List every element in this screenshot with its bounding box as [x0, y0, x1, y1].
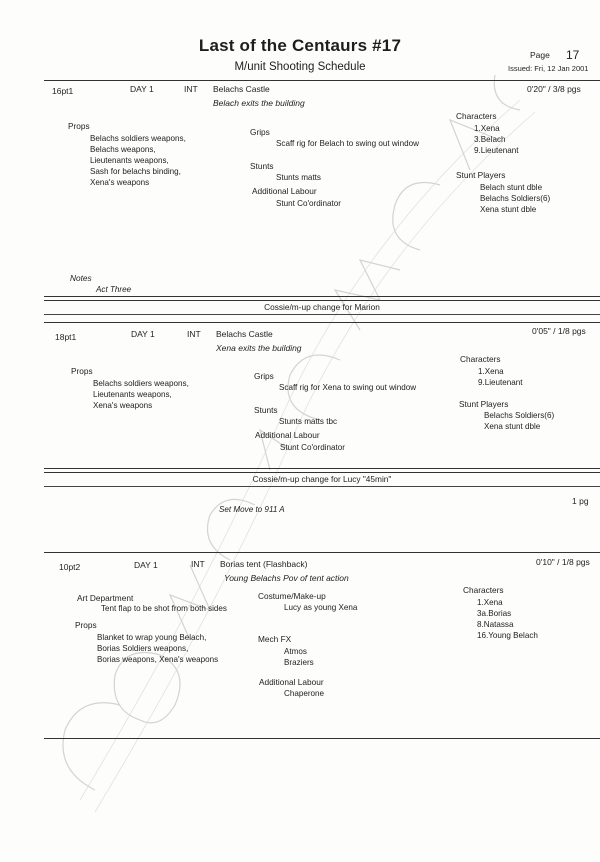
page-label: Page	[530, 50, 550, 60]
stunt-players-list	[480, 182, 550, 215]
issued-date: Issued: Fri, 12 Jan 2001	[508, 64, 589, 73]
list-item: 1.Xena	[478, 367, 504, 376]
props-label: Props	[75, 620, 97, 630]
set-move-text: Set Move to 911 A	[219, 505, 285, 514]
list-item: Scaff rig for Belach to swing out window	[276, 139, 419, 148]
schedule-title: Last of the Centaurs #17	[198, 36, 402, 55]
props-list	[90, 133, 186, 188]
list-item: Stunts matts	[276, 173, 321, 182]
characters-list	[474, 123, 519, 156]
list-item: Borias weapons, Xena's weapons	[97, 655, 219, 664]
list-item: 9.Lieutenant	[478, 378, 523, 387]
list-item: Xena stunt dble	[484, 422, 541, 431]
list-item: Stunt Co'ordinator	[276, 199, 341, 208]
props-list	[97, 632, 218, 665]
scene-description: Xena exits the building	[216, 343, 302, 353]
notes-label: Notes	[70, 273, 92, 283]
props-list	[93, 378, 189, 411]
scene-number: 10pt2	[59, 562, 81, 572]
list-item: Xena's weapons	[90, 178, 150, 187]
scene-number: 18pt1	[55, 332, 77, 342]
list-item: Blanket to wrap young Belach,	[97, 633, 207, 642]
scene-length: 0'10" / 1/8 pgs	[536, 557, 590, 567]
list-item: 9.Lieutenant	[474, 146, 519, 155]
scene-int-ext: INT	[191, 559, 205, 569]
art-department-label: Art Department	[77, 593, 134, 603]
characters-label: Characters	[463, 585, 504, 595]
mech-fx-label: Mech FX	[258, 634, 292, 644]
costume-makeup-label: Costume/Make-up	[258, 591, 326, 601]
notes-text: Act Three	[96, 285, 132, 294]
characters-label: Characters	[460, 354, 501, 364]
schedule-subtitle: M/unit Shooting Schedule	[234, 61, 366, 73]
scene-length: 0'20" / 3/8 pgs	[527, 84, 581, 94]
scene-description: Belach exits the building	[213, 98, 305, 108]
list-item: Xena's weapons	[93, 401, 153, 410]
scene-top-rule	[44, 80, 600, 81]
break-rule	[44, 296, 600, 297]
scene-location: Belachs Castle	[213, 84, 270, 94]
stunt-players-label: Stunt Players	[459, 399, 509, 409]
list-item: Lieutenants weapons,	[93, 390, 172, 399]
list-item: 8.Natassa	[477, 620, 514, 629]
scene-day: DAY 1	[130, 84, 154, 94]
list-item: Xena stunt dble	[480, 205, 537, 214]
list-item: 3.Belach	[474, 135, 506, 144]
list-item: Braziers	[284, 658, 314, 667]
props-label: Props	[71, 366, 93, 376]
list-item: 16.Young Belach	[477, 631, 538, 640]
scene-top-rule	[44, 322, 600, 323]
scene-int-ext: INT	[187, 329, 201, 339]
list-item: Belach stunt dble	[480, 183, 543, 192]
stunt-players-label: Stunt Players	[456, 170, 506, 180]
props-label: Props	[68, 121, 90, 131]
scene-length: 0'05" / 1/8 pgs	[532, 326, 586, 336]
list-item: 3a.Borias	[477, 609, 512, 618]
scene-int-ext: INT	[184, 84, 198, 94]
list-item: Stunt Co'ordinator	[280, 443, 345, 452]
stunts-label: Stunts	[254, 405, 278, 415]
list-item: Tent flap to be shot from both sides	[101, 604, 227, 613]
additional-labour-label: Additional Labour	[255, 430, 320, 440]
list-item: Lucy as young Xena	[284, 603, 358, 612]
scene-location: Borias tent (Flashback)	[220, 559, 308, 569]
scene-bottom-rule	[44, 738, 600, 739]
list-item: Belachs soldiers weapons,	[93, 379, 189, 388]
scene-day: DAY 1	[131, 329, 155, 339]
list-item: Stunts matts tbc	[279, 417, 338, 426]
characters-label: Characters	[456, 111, 497, 121]
scene-day: DAY 1	[134, 560, 158, 570]
scene-description: Young Belachs Pov of tent action	[224, 573, 349, 583]
break-rule	[44, 486, 600, 487]
stunt-players-list	[484, 410, 554, 432]
list-item: 1.Xena	[474, 124, 500, 133]
break-rule	[44, 468, 600, 469]
list-item: Belachs Soldiers(6)	[484, 411, 555, 420]
list-item: Lieutenants weapons,	[90, 156, 169, 165]
list-item: Sash for belachs binding,	[90, 167, 181, 176]
list-item: Atmos	[284, 647, 307, 656]
list-item: Scaff rig for Xena to swing out window	[279, 383, 417, 392]
list-item: Belachs weapons,	[90, 145, 156, 154]
cossie-change-bar: Cossie/m-up change for Marion	[264, 302, 380, 312]
list-item: Chaperone	[284, 689, 325, 698]
additional-labour-label: Additional Labour	[259, 677, 324, 687]
characters-list	[477, 597, 538, 641]
break-rule	[44, 314, 600, 315]
list-item: Borias Soldiers weapons,	[97, 644, 189, 653]
grips-label: Grips	[254, 371, 274, 381]
list-item: 1.Xena	[477, 598, 503, 607]
cossie-change-bar: Cossie/m-up change for Lucy "45min"	[252, 474, 392, 484]
list-item: Belachs Soldiers(6)	[480, 194, 551, 203]
grips-label: Grips	[250, 127, 270, 137]
break-rule	[44, 300, 600, 301]
page-number: 17	[566, 48, 580, 62]
mech-fx-list	[284, 646, 314, 668]
characters-list	[478, 366, 523, 388]
additional-labour-label: Additional Labour	[252, 186, 317, 196]
set-move-length: 1 pg	[572, 496, 589, 506]
stunts-label: Stunts	[250, 161, 274, 171]
scene-number: 16pt1	[52, 86, 74, 96]
scene-location: Belachs Castle	[216, 329, 273, 339]
list-item: Belachs soldiers weapons,	[90, 134, 186, 143]
scene-top-rule	[44, 552, 600, 553]
break-rule	[44, 472, 600, 473]
